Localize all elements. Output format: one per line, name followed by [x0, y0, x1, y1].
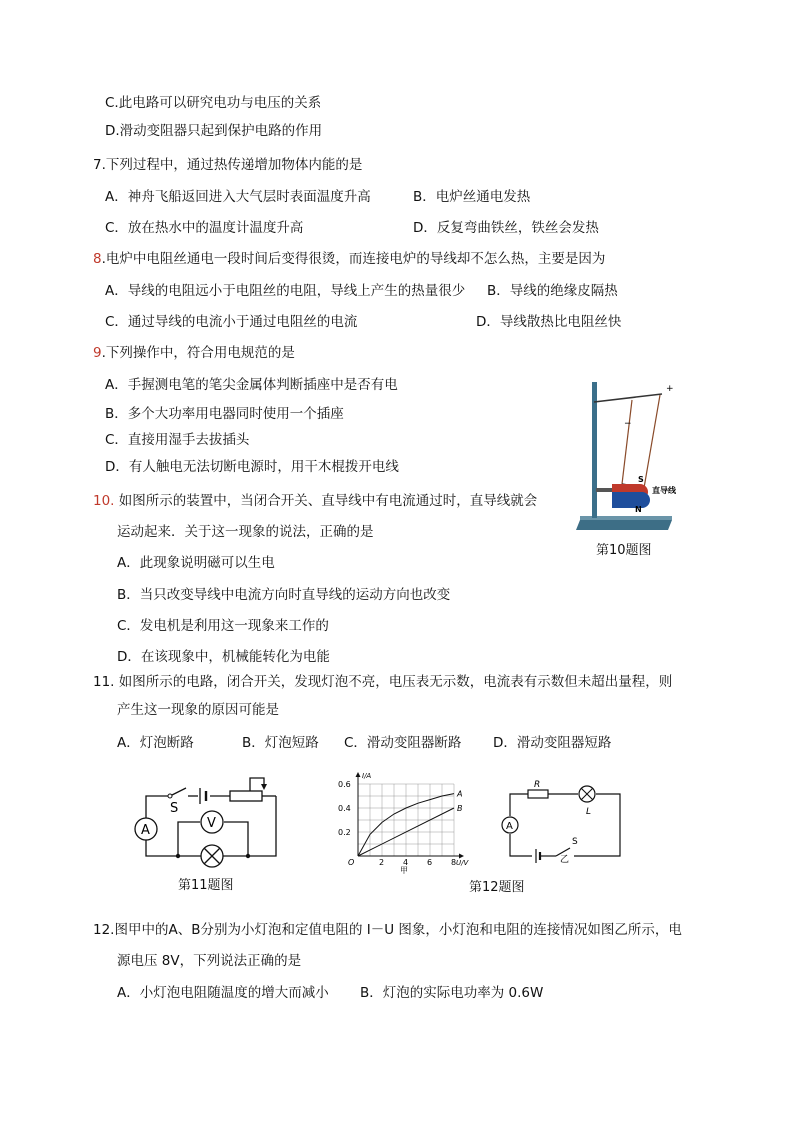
y-tick-label: 0.6 — [338, 780, 351, 789]
q11-stem-text-1: 如图所示的电路，闭合开关，发现灯泡不亮，电压表无示数，电流表有示数但未超出量程，则 — [118, 674, 673, 690]
x-axis-arrow — [459, 854, 464, 859]
q10-stem-text-1: 如图所示的装置中，当闭合开关、直导线中有电流通过时，直导线就会 — [118, 493, 538, 509]
q12-option-a: A．小灯泡电阻随温度的增大而减小 — [117, 985, 329, 1001]
q9-stem — [93, 345, 295, 361]
q12-caption: 第12题图 — [469, 880, 525, 895]
q8-option-c: C．通过导线的电流小于通过电阻丝的电流 — [105, 314, 358, 330]
switch-label: S — [170, 801, 179, 816]
s-pole-label: S — [638, 475, 644, 484]
switch-pivot — [168, 794, 172, 798]
q11-option-c: C．滑动变阻器断路 — [344, 735, 462, 751]
q11-option-b: B．灯泡短路 — [242, 735, 319, 751]
x-tick-label: 6 — [427, 858, 433, 867]
voltmeter-label: V — [207, 816, 216, 831]
q9-stem-text: .下列操作中，符合用电规范的是 — [101, 345, 295, 361]
q10-caption: 第10题图 — [596, 543, 652, 558]
wire-right — [574, 794, 620, 856]
q12-circuit-figure — [496, 778, 630, 864]
wire-bottom-left — [510, 834, 532, 856]
x-tick-label: 2 — [379, 858, 385, 867]
q11-stem-line2: 产生这一现象的原因可能是 — [117, 702, 279, 718]
q6-option-c: C.此电路可以研究电功与电压的关系 — [105, 95, 322, 111]
q7-option-b: B．电炉丝通电发热 — [413, 189, 531, 205]
q12-number: 12. — [93, 922, 115, 938]
q7-stem-text: .下列过程中，通过热传递增加物体内能的是 — [101, 157, 363, 173]
resistor-label: R — [534, 780, 541, 790]
q11-circuit-figure — [130, 760, 290, 870]
top-arm — [594, 394, 662, 402]
y-tick-label: 0.4 — [338, 804, 351, 813]
q9-option-a: A．手握测电笔的笔尖金属体判断插座中是否有电 — [105, 377, 398, 393]
rheostat — [230, 791, 262, 801]
q11-stem-line1 — [93, 674, 672, 690]
q7-stem — [93, 157, 362, 173]
voltmeter-wire-right — [224, 822, 248, 856]
lamp-label: L — [586, 807, 592, 817]
q9-option-d: D．有人触电无法切断电源时，用干木棍拨开电线 — [105, 459, 399, 475]
x-tick-label: 8 — [451, 858, 457, 867]
q8-stem-text: .电炉中电阻丝通电一段时间后变得很烫，而连接电炉的导线却不怎么热，主要是因为 — [101, 251, 606, 267]
y-axis-label: I/A — [362, 772, 372, 780]
ammeter-label: A — [141, 823, 150, 838]
q7-option-d: D．反复弯曲铁丝，铁丝会发热 — [413, 220, 599, 236]
q8-option-b: B．导线的绝缘皮隔热 — [487, 283, 618, 299]
q10-number: 10. — [93, 493, 115, 509]
q11-option-a: A．灯泡断路 — [117, 735, 194, 751]
y-axis-arrow — [356, 772, 361, 777]
q10-option-a: A．此现象说明磁可以生电 — [117, 555, 275, 571]
junction-right — [246, 854, 250, 858]
q12-stem-line1 — [93, 922, 682, 938]
chart-axes — [356, 772, 465, 859]
stand-base — [576, 520, 672, 530]
hanging-wire-right — [644, 395, 660, 488]
q10-option-c: C．发电机是利用这一现象来工作的 — [117, 618, 329, 634]
q10-apparatus-figure — [572, 380, 682, 540]
wire-top-left — [510, 794, 528, 816]
q12-iu-chart — [336, 768, 476, 874]
q12-stem-text-1: 图甲中的A、B分别为小灯泡和定值电阻的 I－U 图象，小灯泡和电阻的连接情况如图乙所示，电 — [114, 922, 682, 938]
q11-option-d: D．滑动变阻器短路 — [493, 735, 612, 751]
graph-sub-label: 甲 — [400, 866, 408, 874]
resistor-r — [528, 790, 548, 798]
x-tick-label: 4 — [403, 858, 409, 867]
n-pole-label: N — [635, 505, 642, 514]
voltmeter-wire-left — [178, 822, 200, 856]
ammeter-label: A — [506, 821, 513, 832]
q8-number: 8 — [93, 251, 102, 267]
q10-option-d: D．在该现象中，机械能转化为电能 — [117, 649, 330, 665]
q10-stem-line2: 运动起来．关于这一现象的说法，正确的是 — [117, 524, 374, 540]
x-axis-label: U/V — [456, 859, 469, 867]
chart-grid — [358, 784, 454, 856]
q9-option-b: B．多个大功率用电器同时使用一个插座 — [105, 406, 344, 422]
q7-option-a: A．神舟飞船返回进入大气层时表面温度升高 — [105, 189, 371, 205]
switch-blade — [170, 788, 186, 796]
q8-option-d: D．导线散热比电阻丝快 — [476, 314, 622, 330]
q7-number: 7 — [93, 157, 102, 173]
wire-label: 直导线 — [652, 486, 676, 495]
y-tick-label: 0.2 — [338, 828, 351, 837]
switch-label: S — [572, 837, 578, 847]
q12-stem-line2: 源电压 8V，下列说法正确的是 — [117, 953, 302, 969]
plus-label: + — [666, 384, 674, 394]
q6-option-d: D.滑动变阻器只起到保护电路的作用 — [105, 123, 323, 139]
q11-number: 11. — [93, 674, 115, 690]
origin-label: O — [348, 858, 355, 867]
u-magnet-s-side — [612, 492, 650, 508]
minus-label: − — [624, 419, 632, 429]
series-label-B: B — [457, 804, 463, 813]
junction-left — [176, 854, 180, 858]
q12-option-b: B．灯泡的实际电功率为 0.6W — [360, 985, 544, 1001]
q8-option-a: A．导线的电阻远小于电阻丝的电阻，导线上产生的热量很少 — [105, 283, 466, 299]
slider-arrow — [261, 784, 267, 790]
wire-left-top — [146, 796, 170, 818]
q9-number: 9 — [93, 345, 102, 361]
q10-option-b: B．当只改变导线中电流方向时直导线的运动方向也改变 — [117, 587, 451, 603]
q9-option-c: C．直接用湿手去拔插头 — [105, 432, 250, 448]
circuit-sub-label: 乙 — [560, 855, 570, 864]
hanging-wire-left — [622, 400, 632, 484]
q11-caption: 第11题图 — [178, 878, 234, 893]
q10-stem-line1 — [93, 493, 537, 509]
series-label-A: A — [457, 789, 463, 799]
q8-stem — [93, 251, 605, 267]
q7-option-c: C．放在热水中的温度计温度升高 — [105, 220, 304, 236]
